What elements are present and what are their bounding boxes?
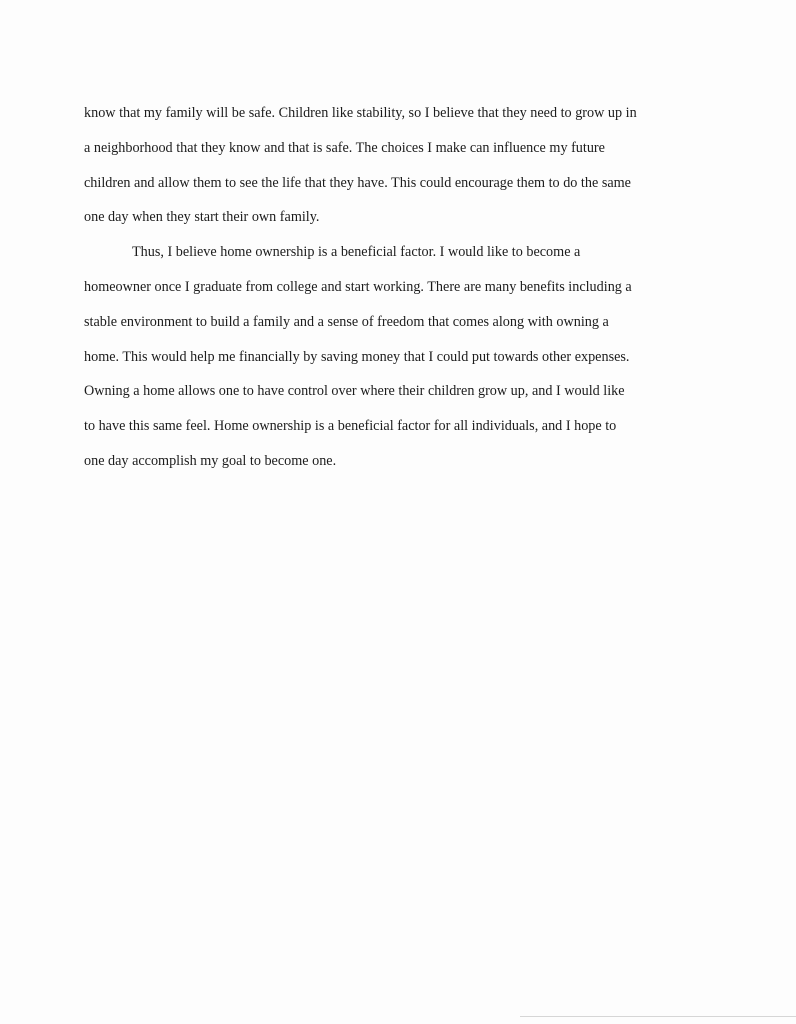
text-line: Thus, I believe home ownership is a beneficial factor. I would like to become a xyxy=(132,244,581,261)
text-line: to have this same feel. Home ownership is a beneficial factor for all individuals, and I hope to xyxy=(84,418,617,435)
text-line: a neighborhood that they know and that is safe. The choices I make can influence my future xyxy=(84,139,605,156)
text-line: know that my family will be safe. Children like stability, so I believe that they need to grow up in xyxy=(84,105,637,121)
text-line: homeowner once I graduate from college and start working. There are many benefits including a xyxy=(84,278,632,295)
paragraph-2 xyxy=(84,235,696,479)
scan-edge-line xyxy=(520,1016,796,1017)
body-text xyxy=(84,96,696,479)
text-line: children and allow them to see the life that they have. This could encourage them to do the same xyxy=(84,174,631,191)
text-line: stable environment to build a family and a sense of freedom that comes along with owning a xyxy=(84,313,609,330)
paragraph-1 xyxy=(84,96,696,235)
text-line: Owning a home allows one to have control over where their children grow up, and I would like xyxy=(84,383,625,400)
text-line: home. This would help me financially by saving money that I could put towards other expenses. xyxy=(84,348,630,365)
text-line: one day accomplish my goal to become one. xyxy=(84,452,337,469)
text-line: one day when they start their own family. xyxy=(84,209,320,226)
